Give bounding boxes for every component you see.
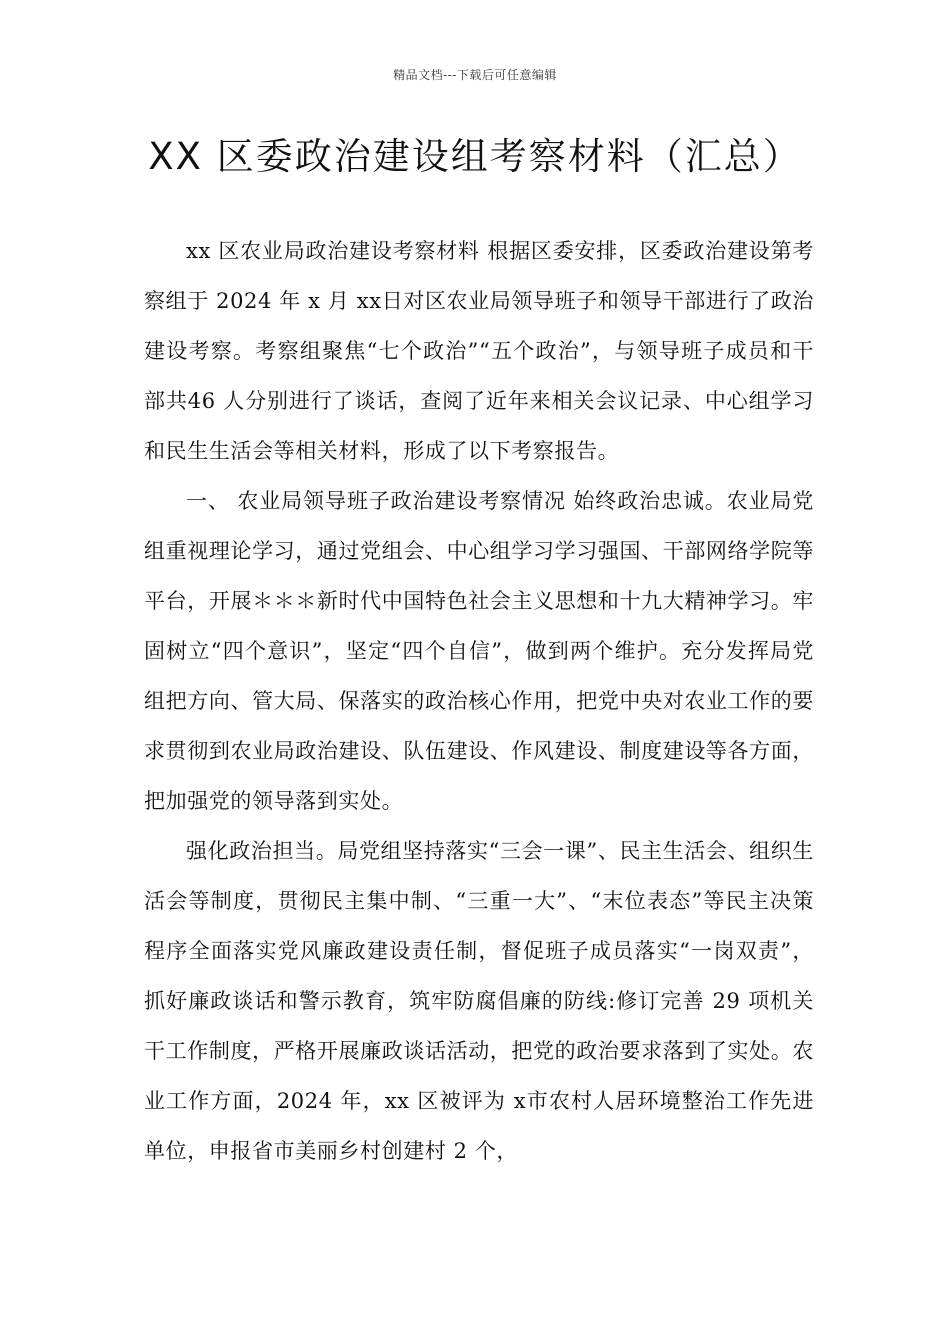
paragraph-section-one: 一、 农业局领导班子政治建设考察情况 始终政治忠诚。农业局党组重视理论学习，通过党组会、中心组学习学习强国、干部网络学院等平台，开展＊＊＊新时代中国特色社会主义思想和十九大精神学习。牢固树立“四个意识”，坚定“四个自信”，做到两个维护。充分发挥局党组把方向、管大局、保落实的政治核心作用，把党中央对农业工作的要求贯彻到农业局政治建设、队伍建设、作风建设、制度建设等各方面，把加强党的领导落到实处。 — [144, 489, 814, 813]
document-title: XX 区委政治建设组考察材料（汇总） — [148, 135, 802, 178]
paragraph-political-duty: 强化政治担当。局党组坚持落实“三会一课”、民主生活会、组织生活会等制度，贯彻民主集中制、“三重一大”、“末位表态”等民主决策程序全面落实党风廉政建设责任制，督促班子成员落实“一岗双责”，抓好廉政谈话和警示教育，筑牢防腐倡廉的防线:修订完善 29 项机关干工作制度，严格开展廉政谈话活动，把党的政治要求落到了实处。农业工作方面，2024 年，xx 区被评为 x市农村人居环境整治工作先进单位，申报省市美丽乡村创建村 2 个， — [144, 839, 814, 1163]
header-note: 精品文档---下载后可任意编辑 — [393, 68, 557, 82]
document-body — [144, 226, 814, 1176]
paragraph-intro: xx 区农业局政治建设考察材料 根据区委安排，区委政治建设第考察组于 2024 年 x 月 xx日对区农业局领导班子和领导干部进行了政治建设考察。考察组聚焦“七个政治”“五个政治”，与领导班子成员和干部共46 人分别进行了谈话，查阅了近年来相关会议记录、中心组学习和民生生活会等相关材料，形成了以下考察报告。 — [144, 239, 814, 463]
